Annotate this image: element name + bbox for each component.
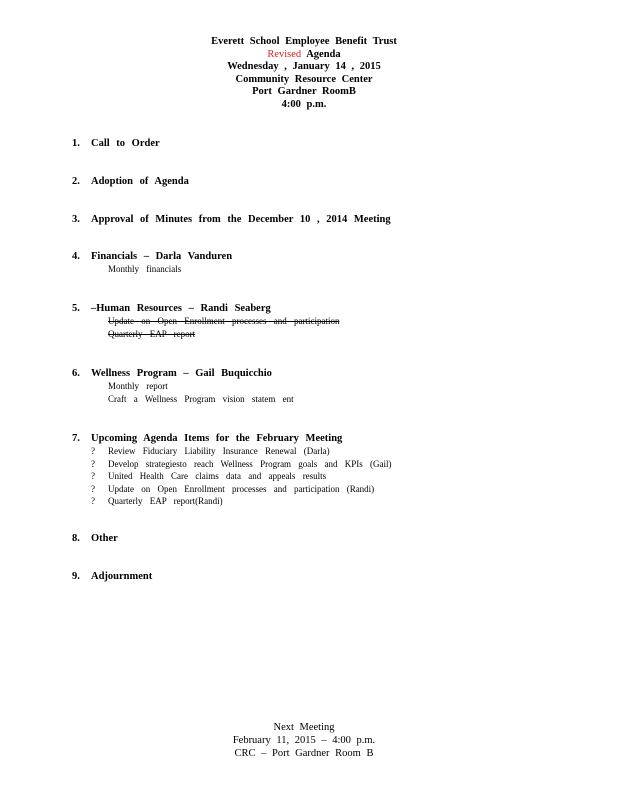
agenda-subitem xyxy=(91,470,592,483)
agenda-item-text: Other xyxy=(91,533,118,544)
revised-label: Revised xyxy=(267,48,302,60)
agenda-subitem xyxy=(91,458,592,471)
agenda-item-title xyxy=(72,433,592,445)
agenda-item xyxy=(72,533,592,545)
agenda-subitem-text: Quarterly EAP report(Randi) xyxy=(108,496,223,506)
agenda-item xyxy=(72,433,592,508)
agenda-item-number: 6. xyxy=(72,368,80,379)
next-meeting-location: CRC – Port Gardner Room B xyxy=(234,748,374,759)
agenda-title xyxy=(0,49,608,62)
agenda-subitem-text: Monthly report xyxy=(108,381,168,391)
meeting-venue: Community Resource Center xyxy=(235,73,373,85)
agenda-subitem xyxy=(91,445,592,458)
agenda-subitem-text: United Health Care claims data and appeals results xyxy=(108,471,327,481)
agenda-item-text: Approval of Minutes from the December 10 , 2014 Meeting xyxy=(91,214,391,225)
agenda-item-number: 1. xyxy=(72,138,80,149)
agenda-item-title xyxy=(72,138,592,150)
next-meeting-footer xyxy=(0,721,608,760)
meeting-date: Wednesday , January 14 , 2015 xyxy=(227,61,381,72)
agenda-item-number: 7. xyxy=(72,433,80,444)
agenda-subitem-text: Update on Open Enrollment processes and participation (Randi) xyxy=(108,483,375,494)
agenda-subitem xyxy=(91,483,592,496)
agenda-subitem-text: Develop strategiesto reach Wellness Program goals and KPIs (Gail) xyxy=(108,458,392,469)
agenda-item-title xyxy=(72,176,592,188)
agenda-item-title xyxy=(72,533,592,545)
agenda-subitem-text: Quarterly EAP report xyxy=(108,328,196,339)
meeting-room: Port Gardner RoomB xyxy=(252,86,356,97)
agenda-subitem-text: Review Fiduciary Liability Insurance Renewal (Darla) xyxy=(108,446,330,456)
bullet-icon: ? xyxy=(91,471,95,481)
meeting-time: 4:00 p.m. xyxy=(281,98,327,110)
agenda-item-text: Adjournment xyxy=(91,571,153,582)
bullet-icon: ? xyxy=(91,496,95,506)
agenda-subitem xyxy=(91,380,592,393)
agenda-item-number: 9. xyxy=(72,571,80,582)
agenda-item xyxy=(72,368,592,405)
agenda-item-title xyxy=(72,251,592,263)
agenda-item-text: Financials – Darla Vanduren xyxy=(91,251,233,262)
agenda-item-title xyxy=(72,214,592,226)
agenda-item-text: Upcoming Agenda Items for the February Meeting xyxy=(91,433,343,444)
agenda-item-text: –Human Resources – Randi Seaberg xyxy=(91,303,271,314)
agenda-item-number: 2. xyxy=(72,176,80,187)
agenda-item xyxy=(72,176,592,188)
organization-name: Everett School Employee Benefit Trust xyxy=(211,36,397,47)
agenda-item xyxy=(72,214,592,226)
agenda-item-title xyxy=(72,303,592,315)
agenda-subitem-struck xyxy=(91,328,592,341)
agenda-item xyxy=(72,303,592,340)
agenda-item xyxy=(72,138,592,150)
agenda-item-text: Adoption of Agenda xyxy=(91,176,189,187)
agenda-item-text: Wellness Program – Gail Buquicchio xyxy=(91,368,272,379)
agenda-subitem xyxy=(91,263,592,276)
agenda-subitem xyxy=(91,393,592,406)
agenda-subitem xyxy=(91,495,592,508)
agenda-item-number: 4. xyxy=(72,251,80,262)
agenda-label: Agenda xyxy=(306,48,341,60)
agenda-subitem-text: Craft a Wellness Program vision statem ent xyxy=(108,393,294,404)
agenda-subitem-struck xyxy=(91,315,592,328)
agenda-header xyxy=(0,36,608,111)
agenda-subitem-text: Monthly financials xyxy=(108,264,182,274)
agenda-subitem-text: Update on Open Enrollment processes and participation xyxy=(108,316,340,326)
bullet-icon: ? xyxy=(91,446,95,456)
agenda-item xyxy=(72,251,592,276)
agenda-item-number: 3. xyxy=(72,214,80,225)
agenda-item-number: 5. xyxy=(72,303,80,314)
bullet-icon: ? xyxy=(91,458,95,469)
next-meeting-date: February 11, 2015 – 4:00 p.m. xyxy=(232,735,376,746)
next-meeting-label: Next Meeting xyxy=(273,722,335,733)
agenda-item-title xyxy=(72,368,592,380)
agenda-item-text: Call to Order xyxy=(91,138,160,149)
agenda-item-number: 8. xyxy=(72,533,80,544)
bullet-icon: ? xyxy=(91,483,95,494)
agenda-item xyxy=(72,571,592,583)
agenda-item-title xyxy=(72,571,592,583)
